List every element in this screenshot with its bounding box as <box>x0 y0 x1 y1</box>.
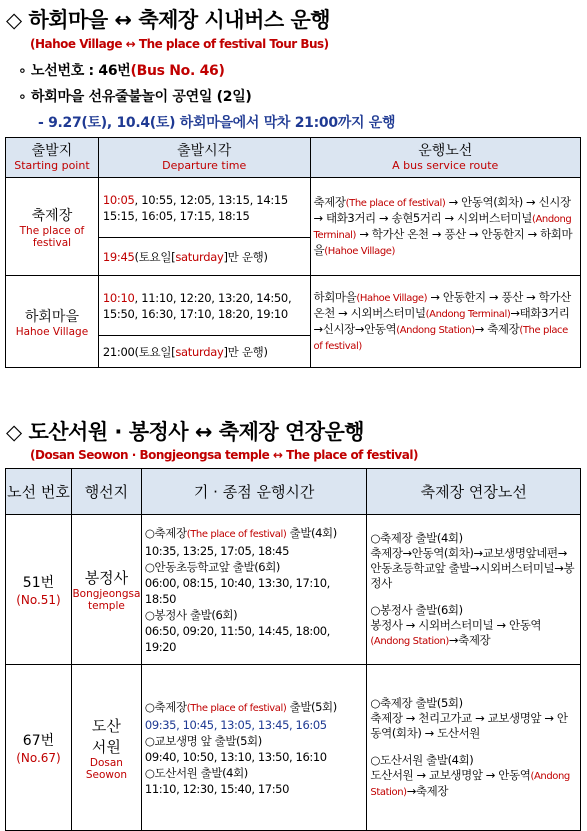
times-list: 06:50, 09:20, 11:50, 14:45, 18:00, 19:20 <box>144 623 330 654</box>
destination-cell: 봉정사 Bongjeongsa temple <box>71 515 141 665</box>
section1-title: ◇ 하회마을 ↔ 축제장 시내버스 운행 <box>6 8 331 32</box>
route-segment: 축제장 <box>313 194 346 209</box>
extension-segment: ○축제장 출발(5회) <box>370 695 463 710</box>
times-cell <box>141 515 367 665</box>
extension-bus-table <box>5 468 581 831</box>
departure-times: 10:05, 10:55, 12:05, 13:15, 14:15 15:15, 16:05, 17:15, 18:15 <box>98 178 310 238</box>
extension-line <box>370 696 577 711</box>
table2-header-row <box>6 469 581 515</box>
extension-segment: (Andong Station) <box>370 770 570 798</box>
header-route: 운행노선 A bus service route <box>310 138 581 178</box>
table-row <box>6 276 581 336</box>
section2-title: ◇ 도산서원 · 봉정사 ↔ 축제장 연장운행 <box>6 420 365 444</box>
route-segment: (The place of festival) <box>345 197 446 209</box>
extension-segment: ○축제장 출발(4회) <box>370 530 463 545</box>
extension-segment: →축제장 <box>448 632 491 647</box>
extension-segment: 도산서원 → 교보생명앞 → 안동역 <box>370 767 531 782</box>
header-times: 기 · 종점 운행시간 <box>141 469 367 515</box>
event-note: ∘ 하회마을 선유줄불놀이 공연일 (2일) <box>18 89 252 105</box>
route-number-label: ∘ 노선번호 : 46번 <box>18 63 131 79</box>
extension-line <box>370 546 577 591</box>
destination-cell: 도산 서원 Dosan Seowon <box>71 665 141 831</box>
table-row <box>6 178 581 238</box>
route-segment: → 축제장 <box>474 321 520 336</box>
route-segment: (Andong Terminal) <box>313 213 572 241</box>
times-heading: ○봉정사 출발(6회) <box>144 607 238 622</box>
route-segment: 하회마을 <box>313 289 357 304</box>
route-segment: → 안동역(회차) → 신시장 → 태화3거리 → 송현5거리 → 시외버스터미널 <box>313 194 571 225</box>
section1-subtitle: (Hahoe Village ↔ The place of festival Tour Bus) <box>30 37 329 51</box>
route-segment: (Andong Terminal) <box>425 308 511 320</box>
times-list: 11:10, 12:30, 15:40, 17:50 <box>144 781 290 796</box>
header-origin: 출발지 Starting point <box>6 138 99 178</box>
route-segment: (Hahoe Village) <box>324 245 396 257</box>
extension-segment: 축제장→안동역(회차)→교보생명앞네편→안동초등학교앞 출발→시외버스터미널→봉정사 <box>370 545 575 590</box>
section2-subtitle: (Dosan Seowon · Bongjeongsa temple ↔ The place of festival) <box>30 448 418 462</box>
route-no-cell: 51번 (No.51) <box>6 515 72 665</box>
header-time: 출발시각 Departure time <box>98 138 310 178</box>
origin-cell: 하회마을 Hahoe Village <box>6 276 99 368</box>
route-segment: (The place of festival) <box>313 324 568 352</box>
origin-cell: 축제장 The place of festival <box>6 178 99 276</box>
route-cell <box>310 276 581 368</box>
route-number-en: (Bus No. 46) <box>130 63 225 79</box>
extension-line <box>370 768 577 800</box>
extension-cell <box>367 515 581 665</box>
extension-line <box>370 711 577 741</box>
times-list: 06:00, 08:15, 10:40, 13:30, 17:10, 18:50 <box>144 575 330 606</box>
route-segment: → 안동한지 → 풍산 → 학가산온천 → 시외버스터미널 <box>313 289 571 320</box>
times-heading: ○축제장(The place of festival) 출발(5회) <box>144 699 337 714</box>
extension-segment: →축제장 <box>406 783 449 798</box>
table-row <box>6 515 581 665</box>
extension-cell <box>367 665 581 831</box>
route-segment: (Andong Station) <box>396 324 475 336</box>
times-heading: ○축제장(The place of festival) 출발(4회) <box>144 525 337 540</box>
extension-line <box>370 531 577 546</box>
extension-segment: 축제장 → 천리고가교 → 교보생명앞 → 안동역(회차) → 도산서원 <box>370 710 568 740</box>
route-no-cell: 67번 (No.67) <box>6 665 72 831</box>
extension-segment: ○봉정사 출발(6회) <box>370 602 463 617</box>
route-segment: →태화3거리→신시장→안동역 <box>313 305 570 336</box>
times-heading: ○안동초등학교앞 출발(6회) <box>144 559 280 574</box>
tour-bus-table <box>5 137 581 368</box>
times-heading: ○교보생명 앞 출발(5회) <box>144 733 262 748</box>
table1-header-row <box>6 138 581 178</box>
times-heading: ○도산서원 출발(4회) <box>144 765 248 780</box>
saturday-departure: 19:45(토요일[saturday]만 운행) <box>98 238 310 276</box>
extension-line <box>370 603 577 618</box>
route-segment: → 학가산 온천 → 풍산 → 안동한지 → 하회마을 <box>313 226 573 257</box>
route-cell <box>310 178 581 276</box>
extension-segment: ○도산서원 출발(4회) <box>370 752 474 767</box>
extension-line <box>370 618 577 649</box>
times-list: 09:35, 10:45, 13:05, 13:45, 16:05 <box>144 717 327 732</box>
header-extension: 축제장 연장노선 <box>367 469 581 515</box>
extension-line <box>370 753 577 768</box>
route-segment: (Hahoe Village) <box>356 292 428 304</box>
event-detail: - 9.27(토), 10.4(토) 하회마을에서 막차 21:00까지 운행 <box>38 115 396 131</box>
header-destination: 행선지 <box>71 469 141 515</box>
saturday-departure: 21:00(토요일[saturday]만 운행) <box>98 336 310 368</box>
departure-times: 10:10, 11:10, 12:20, 13:20, 14:50, 15:50, 16:30, 17:10, 18:20, 19:10 <box>98 276 310 336</box>
times-list: 10:35, 13:25, 17:05, 18:45 <box>144 543 290 558</box>
times-list: 09:40, 10:50, 13:10, 13:50, 16:10 <box>144 749 327 764</box>
table-row <box>6 665 581 831</box>
header-route-no: 노선 번호 <box>6 469 72 515</box>
route-number-line <box>18 60 225 80</box>
times-cell <box>141 665 367 831</box>
extension-segment: (Andong Station) <box>370 635 449 647</box>
extension-segment: 봉정사 → 시외버스터미널 → 안동역 <box>370 617 542 632</box>
